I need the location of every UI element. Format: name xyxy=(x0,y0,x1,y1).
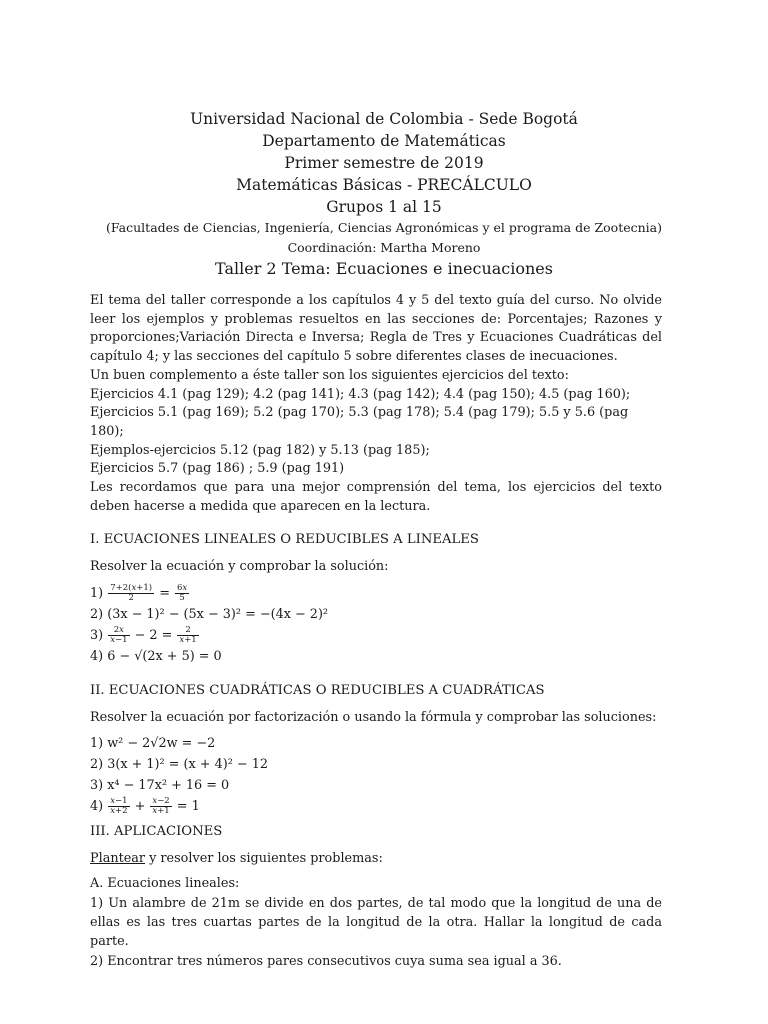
document-body xyxy=(90,292,662,972)
instruction-rest: y resolver los siguientes problemas: xyxy=(145,850,383,866)
university-name: Universidad Nacional de Colombia - Sede Bogotá xyxy=(190,110,578,128)
subsection-title: A. Ecuaciones lineales: xyxy=(90,875,240,891)
equation-item: 2) (3x − 1)² − (5x − 3)² = −(4x − 2)² xyxy=(90,606,329,622)
plantear-word: Plantear xyxy=(90,850,146,866)
equation-item: 1) w² − 2√2w = −2 xyxy=(90,736,216,752)
section-instruction: Resolver la ecuación y comprobar la solución: xyxy=(90,559,389,575)
intro-paragraph: El tema del taller corresponde a los capítulos 4 y 5 del texto guía del curso. No olvide leer los ejemplos y problemas resueltos en las secciones de: Porcentajes; Razones y proporciones;Variación Directa e Inversa; Regla de Tres y Ecuaciones Cuadráticas del capítulo 4; y las secciones del capítulo 5 sobre diferentes clases de inecuaciones. xyxy=(90,293,662,365)
equation-item: 2) 3(x + 1)² = (x + 4)² − 12 xyxy=(90,757,269,773)
exercise-reference: Ejercicios 5.1 (pag 169); 5.2 (pag 170); 5.3 (pag 178); 5.4 (pag 179); 5.5 y 5.6 (pag 180); xyxy=(90,405,629,439)
problem-item: 1) Un alambre de 21m se divide en dos partes, de tal modo que la longitud de una de ellas es las tres cuartas partes de la longitud de la otra. Hallar la longitud de cada parte. xyxy=(90,896,662,949)
workshop-title: Taller 2 Tema: Ecuaciones e inecuaciones xyxy=(215,259,553,278)
complement-note: Un buen complemento a éste taller son los siguientes ejercicios del texto: xyxy=(90,367,569,383)
equation-item: 1) $\frac{7+2(x+1)}{2}$ = $\frac{6x}{5}$ xyxy=(90,582,188,603)
groups: Grupos 1 al 15 xyxy=(326,198,442,216)
document-header xyxy=(0,108,768,280)
faculties: (Facultades de Ciencias, Ingeniería, Ciencias Agronómicas y el programa de Zootecnia) xyxy=(105,220,663,235)
semester: Primer semestre de 2019 xyxy=(284,154,484,172)
section-title-applications: III. APLICACIONES xyxy=(90,824,223,840)
problem-item: 2) Encontrar tres números pares consecutivos cuya suma sea igual a 36. xyxy=(90,954,562,970)
equation-item: 4) $\frac{x-1}{x+2}$ + $\frac{x-2}{x+1}$ = 1 xyxy=(90,796,200,817)
exercise-reference: Ejercicios 4.1 (pag 129); 4.2 (pag 141); 4.3 (pag 142); 4.4 (pag 150); 4.5 (pag 160); xyxy=(90,386,631,402)
department-name: Departamento de Matemáticas xyxy=(262,132,506,150)
exercise-reference: Ejercicios 5.7 (pag 186) ; 5.9 (pag 191) xyxy=(90,461,345,477)
section-instruction: Resolver la ecuación por factorización o usando la fórmula y comprobar las soluciones: xyxy=(90,709,657,725)
reminder-paragraph: Les recordamos que para una mejor comprensión del tema, los ejercicios del texto deben hacerse a medida que aparecen en la lectura. xyxy=(90,480,662,514)
section-title-quadratic: II. ECUACIONES CUADRÁTICAS O REDUCIBLES A CUADRÁTICAS xyxy=(90,682,545,698)
course-name: Matemáticas Básicas - PRECÁLCULO xyxy=(236,176,532,194)
equation-item: 3) $\frac{2x}{x-1}$ − 2 = $\frac{2}{x+1}$ xyxy=(90,624,197,645)
section-title-linear: I. ECUACIONES LINEALES O REDUCIBLES A LINEALES xyxy=(90,532,479,548)
exercise-reference: Ejemplos-ejercicios 5.12 (pag 182) y 5.13 (pag 185); xyxy=(90,442,430,458)
coordination: Coordinación: Martha Moreno xyxy=(287,240,481,255)
section-instruction xyxy=(90,850,662,869)
equation-item: 4) 6 − √(2x + 5) = 0 xyxy=(90,648,222,664)
equation-item: 3) x⁴ − 17x² + 16 = 0 xyxy=(90,778,230,794)
